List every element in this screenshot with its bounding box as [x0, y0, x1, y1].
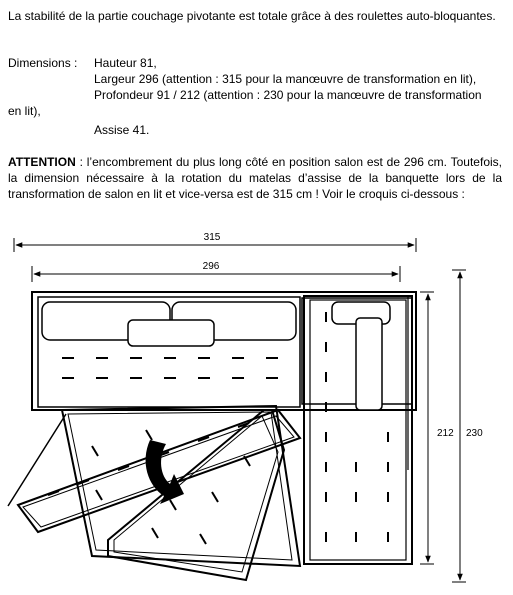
dimension-315-label: 315: [203, 232, 221, 243]
chaise-cushions: [332, 302, 390, 410]
dimension-315: [14, 232, 416, 252]
dimensions-row-hauteur: [8, 55, 502, 71]
dimension-profondeur-continued: en lit),: [8, 104, 41, 118]
dimension-profondeur: Profondeur 91 / 212 (attention : 230 pour la manœuvre de transformation: [94, 88, 482, 102]
dimension-230: [452, 270, 483, 582]
seat-markings: [62, 358, 278, 378]
dimension-296-label: 296: [202, 261, 220, 272]
rotation-arrow-icon: [146, 440, 184, 504]
intro-paragraph: La stabilité de la partie couchage pivotante est totale grâce à des roulettes auto-bloquantes.: [8, 9, 496, 23]
dimension-assise: Assise 41.: [94, 123, 150, 137]
dimension-230-label: 230: [466, 428, 483, 439]
dimension-296: [32, 261, 400, 282]
dimension-hauteur: Hauteur 81,: [94, 56, 157, 70]
dimension-largeur: Largeur 296 (attention : 315 pour la manœuvre de transformation en lit),: [94, 72, 477, 86]
attention-text: : l’encombrement du plus long côté en position salon est de 296 cm. Toutefois, la dimension nécessaire à la rotation du matelas d’assise de la banquette lors de la transformation de salon en lit et vice-versa est de 315 cm ! Voir le croquis ci-dessous :: [8, 155, 502, 201]
sofa-diagram: [0, 222, 513, 595]
attention-paragraph: [8, 154, 502, 202]
dimension-212-label: 212: [437, 428, 454, 439]
dimensions-block: [8, 55, 502, 138]
dimensions-label: Dimensions :: [8, 56, 78, 70]
attention-label: ATTENTION: [8, 155, 76, 169]
dimension-212: [420, 292, 454, 564]
backrest-cushions: [42, 302, 296, 346]
